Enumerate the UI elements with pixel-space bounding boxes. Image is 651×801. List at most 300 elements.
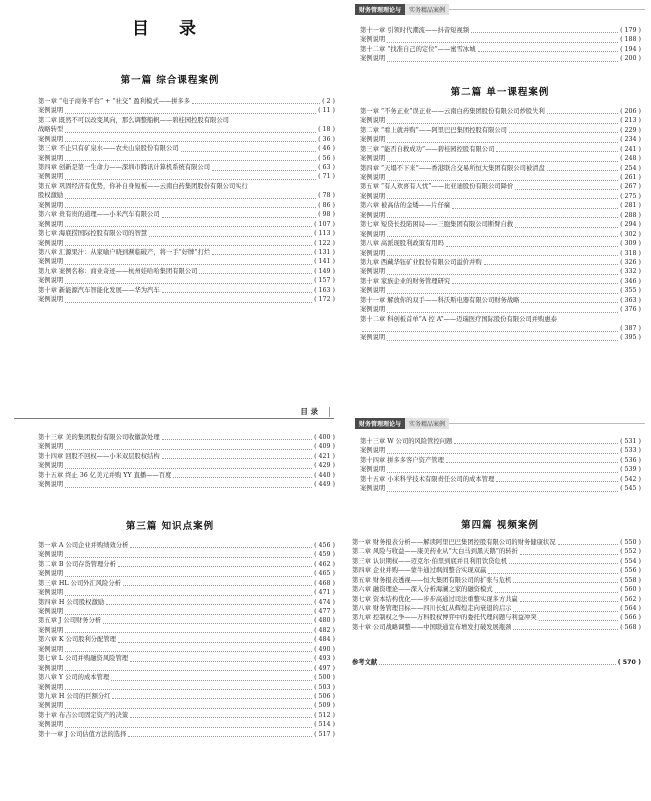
toc-entry-page: ( 471 ) bbox=[314, 589, 335, 597]
toc-entry[interactable] bbox=[360, 334, 641, 343]
toc-entry[interactable] bbox=[38, 560, 335, 569]
toc-entry-title: 案例说明 bbox=[360, 155, 386, 163]
toc-entry[interactable] bbox=[38, 201, 335, 210]
leader-dots bbox=[106, 604, 312, 605]
toc-entry-title: 第十一章 解放你的双手——科沃斯电器有限公司财务战略 bbox=[360, 296, 520, 304]
leader-dots bbox=[162, 439, 312, 440]
toc-entry-page: ( 194 ) bbox=[620, 45, 641, 53]
leader-dots bbox=[65, 207, 316, 208]
toc-entry-title: 第四章 “天塌不下来”——香港联合交易所恒大集团有限公司被清盘 bbox=[360, 164, 545, 172]
toc-entry-title: 案例说明 bbox=[360, 287, 386, 295]
part3-title: 第三篇 知识点案例 bbox=[125, 521, 215, 532]
toc-entry-page: ( 531 ) bbox=[620, 437, 641, 445]
toc-entry-page: ( 229 ) bbox=[620, 126, 641, 134]
toc-entry[interactable] bbox=[38, 692, 335, 701]
leader-dots bbox=[478, 51, 619, 52]
toc-entry-title: 第十二章 “找准自己的定位”——蜜雪冰城 bbox=[360, 45, 476, 53]
toc-entry-title: 第五章 巩固经济有优势，你补自身短板——云南白药集团股份有限公司实行 bbox=[38, 182, 248, 190]
leader-dots bbox=[181, 151, 317, 152]
toc-entry-page: ( 46 ) bbox=[318, 145, 335, 153]
toc-entry-page: ( 493 ) bbox=[314, 655, 335, 663]
toc-entry-title: 第十三章 W 公司的风险管控问题 bbox=[360, 437, 453, 445]
toc-entry[interactable] bbox=[360, 35, 641, 44]
leader-dots bbox=[130, 717, 312, 718]
toc-entry[interactable] bbox=[38, 664, 335, 673]
leader-dots bbox=[65, 670, 312, 671]
leader-dots bbox=[521, 302, 618, 303]
toc-entry[interactable] bbox=[38, 239, 335, 248]
toc-entry-page: ( 503 ) bbox=[314, 683, 335, 691]
toc-entry[interactable] bbox=[352, 576, 641, 585]
toc-entry[interactable] bbox=[352, 614, 641, 623]
leader-dots bbox=[471, 32, 618, 33]
toc-entry-title: 案例说明 bbox=[38, 239, 64, 247]
toc-entry-title: 案例说明 bbox=[38, 721, 64, 729]
toc-entry-title: 案例说明 bbox=[38, 258, 64, 266]
leader-dots bbox=[65, 689, 312, 690]
toc-entry[interactable] bbox=[360, 211, 641, 220]
toc-entry[interactable] bbox=[360, 324, 641, 333]
leader-dots bbox=[65, 708, 312, 709]
toc-entry[interactable] bbox=[38, 433, 335, 442]
toc-entry[interactable] bbox=[360, 154, 641, 163]
toc-entry[interactable] bbox=[38, 220, 335, 229]
toc-entry-page: ( 188 ) bbox=[620, 36, 641, 44]
references-row-wrap bbox=[352, 658, 641, 667]
toc-entry-title: 案例说明 bbox=[360, 174, 386, 182]
leader-dots bbox=[192, 103, 320, 104]
toc-entry-title: 案例说明 bbox=[38, 481, 64, 489]
leader-dots bbox=[495, 592, 619, 593]
toc-entry-title: 第五章 J 公司财务分析 bbox=[38, 617, 102, 625]
series-header-rule-2 bbox=[449, 423, 645, 424]
leader-dots bbox=[118, 566, 312, 567]
leader-dots bbox=[199, 273, 312, 274]
toc-entry-title: 第十五章 小米科学技术有限责任公司的成本管理 bbox=[360, 475, 495, 483]
toc-entry-title: 第九章 案例名称：商业奇迹——杭州娃哈哈集团有限公司 bbox=[38, 267, 198, 275]
leader-dots bbox=[212, 170, 316, 171]
toc-entry[interactable] bbox=[38, 550, 335, 559]
toc-entry-page: ( 363 ) bbox=[620, 296, 641, 304]
toc-entry-title: 第五章 “有人欢喜有人忧”——比亚迪股份有限公司降价 bbox=[360, 183, 514, 191]
leader-dots bbox=[387, 340, 618, 341]
toc-entry[interactable] bbox=[360, 277, 641, 286]
leader-dots bbox=[173, 477, 312, 478]
toc-entry-page: ( 122 ) bbox=[314, 239, 335, 247]
toc-entry[interactable] bbox=[352, 547, 641, 556]
series-header-light-label-2: 实务精品案例 bbox=[405, 418, 449, 429]
toc-entry-title: 第七章 短贷长投陷困局——三胞集团有限公司断臂自救 bbox=[360, 221, 514, 229]
toc-entry-title: 第八章 财务管理目标——四川长虹从辉煌走向衰退的启示 bbox=[352, 605, 512, 613]
toc-entry-page: ( 355 ) bbox=[620, 287, 641, 295]
toc-entry-page: ( 500 ) bbox=[314, 674, 335, 682]
toc-entry[interactable] bbox=[38, 163, 335, 172]
toc-entry-page: ( 241 ) bbox=[620, 145, 641, 153]
toc-entry-title: 第四章 创新是第一生命力——深圳市腾讯计算机系统有限公司 bbox=[38, 164, 211, 172]
toc-entry-title: 案例说明 bbox=[38, 683, 64, 691]
leader-dots bbox=[65, 487, 312, 488]
leader-dots bbox=[454, 443, 618, 444]
running-head-divider bbox=[329, 407, 330, 417]
toc-entry-title: 第十章 布吉公司固定资产的决策 bbox=[38, 711, 129, 719]
toc-entry[interactable] bbox=[38, 541, 335, 550]
toc-entry-page: ( 36 ) bbox=[318, 135, 335, 143]
toc-entry[interactable] bbox=[352, 595, 641, 604]
toc-entry[interactable] bbox=[360, 296, 641, 305]
leader-dots bbox=[123, 585, 312, 586]
toc-entry-page: ( 465 ) bbox=[314, 570, 335, 578]
leader-dots bbox=[65, 595, 312, 596]
toc-entry[interactable] bbox=[38, 97, 335, 106]
toc-entry-title: 案例说明 bbox=[38, 626, 64, 634]
toc-entry[interactable] bbox=[38, 286, 335, 295]
toc-entry-page: ( 113 ) bbox=[314, 230, 335, 238]
toc-entry[interactable] bbox=[360, 475, 641, 484]
leader-dots bbox=[488, 573, 618, 574]
toc-entry-title: 第七章 L 公司并购融资风险管理 bbox=[38, 655, 129, 663]
toc-entry-title: 第十四章 拼多多客户资产管理 bbox=[360, 456, 444, 464]
toc-entry[interactable] bbox=[360, 230, 641, 239]
toc-entry-page: ( 456 ) bbox=[314, 541, 335, 549]
leader-dots bbox=[484, 264, 618, 265]
toc-entry-title: 案例说明 bbox=[38, 589, 64, 597]
toc-entry[interactable] bbox=[360, 45, 641, 54]
toc-entry[interactable] bbox=[38, 257, 335, 266]
leader-dots bbox=[162, 292, 312, 293]
leader-dots bbox=[65, 245, 312, 246]
toc-entry[interactable] bbox=[360, 135, 641, 144]
toc-entry[interactable] bbox=[38, 635, 335, 644]
toc-entry-title: 案例说明 bbox=[360, 117, 386, 125]
toc-entry[interactable] bbox=[38, 579, 335, 588]
toc-entry[interactable] bbox=[38, 711, 335, 720]
toc-entry-title: 案例说明 bbox=[360, 192, 386, 200]
references-label: 参考文献 bbox=[352, 658, 378, 666]
toc-entry[interactable] bbox=[352, 585, 641, 594]
toc-entry[interactable] bbox=[38, 607, 335, 616]
toc-entry[interactable] bbox=[38, 598, 335, 607]
leader-dots bbox=[520, 601, 618, 602]
toc-entry-page: ( 474 ) bbox=[314, 598, 335, 606]
toc-entry[interactable] bbox=[352, 557, 641, 566]
leader-dots bbox=[112, 698, 312, 699]
leader-dots bbox=[130, 547, 312, 548]
toc-entry-page: ( 294 ) bbox=[620, 221, 641, 229]
toc-entry[interactable] bbox=[360, 116, 641, 125]
toc-entry-page: ( 141 ) bbox=[314, 258, 335, 266]
toc-entry-page: ( 213 ) bbox=[620, 117, 641, 125]
toc-entry-page: ( 18 ) bbox=[318, 126, 335, 134]
toc-entry[interactable] bbox=[352, 538, 641, 547]
toc-entry[interactable] bbox=[38, 701, 335, 710]
toc-entry-title: 第二章 “看上就并购”——阿里巴巴集团控股有限公司 bbox=[360, 126, 507, 134]
toc-entry[interactable] bbox=[38, 569, 335, 578]
toc-entry-title: 第一章 A 公司企业并购绩效分析 bbox=[38, 541, 129, 549]
leader-dots bbox=[520, 554, 618, 555]
leader-dots bbox=[387, 491, 618, 492]
references-row[interactable] bbox=[352, 658, 641, 667]
toc-entry-page: ( 149 ) bbox=[314, 267, 335, 275]
toc-entry-page: ( 400 ) bbox=[314, 433, 335, 441]
toc-entry[interactable] bbox=[352, 623, 641, 632]
toc-entry-title: 第十章 家族企业的财务管理研究 bbox=[360, 277, 451, 285]
page-title: 目 录 bbox=[132, 19, 208, 39]
toc-entry[interactable] bbox=[38, 452, 335, 461]
right-top-list bbox=[360, 26, 641, 64]
toc-entry[interactable] bbox=[360, 315, 641, 324]
toc-entry[interactable] bbox=[38, 588, 335, 597]
toc-entry[interactable] bbox=[38, 471, 335, 480]
toc-entry-title: 第三章 不止只有矿泉水——农夫山泉股份有限公司 bbox=[38, 145, 179, 153]
leader-dots bbox=[65, 198, 316, 199]
toc-entry-page: ( 172 ) bbox=[314, 296, 335, 304]
leader-dots bbox=[65, 651, 312, 652]
leader-dots bbox=[387, 61, 618, 62]
leader-dots bbox=[111, 680, 312, 681]
toc-entry-title: 案例说明 bbox=[38, 645, 64, 653]
toc-entry[interactable] bbox=[38, 182, 335, 191]
toc-entry-title: 第十章 新能源汽车智能化发展——华为汽车 bbox=[38, 286, 160, 294]
toc-entry-page: ( 552 ) bbox=[620, 548, 641, 556]
toc-entry-title: 案例说明 bbox=[360, 211, 386, 219]
toc-entry[interactable] bbox=[360, 145, 641, 154]
toc-entry-page: ( 429 ) bbox=[314, 462, 335, 470]
toc-entry-page: ( 71 ) bbox=[318, 173, 335, 181]
toc-entry-title: 第十二章 科创板首单“A 控 A”——迈瑞医疗国际股份有限公司并购惠泰 bbox=[360, 315, 557, 323]
toc-entry-page: ( 254 ) bbox=[620, 164, 641, 172]
toc-entry-title: 案例说明 bbox=[38, 201, 64, 209]
toc-entry-page: ( 98 ) bbox=[318, 211, 335, 219]
toc-entry-page: ( 206 ) bbox=[620, 107, 641, 115]
toc-entry[interactable] bbox=[38, 106, 335, 115]
toc-entry-title: 案例说明 bbox=[38, 296, 64, 304]
toc-entry[interactable] bbox=[38, 276, 335, 285]
toc-entry-title: 案例说明 bbox=[38, 277, 64, 285]
toc-entry[interactable] bbox=[38, 730, 335, 739]
toc-entry[interactable] bbox=[352, 604, 641, 613]
toc-entry[interactable] bbox=[38, 173, 335, 182]
toc-entry-page: ( 477 ) bbox=[314, 608, 335, 616]
leader-dots bbox=[149, 236, 312, 237]
leader-dots bbox=[387, 274, 618, 275]
toc-entry[interactable] bbox=[360, 183, 641, 192]
series-header-dark-label: 财务管理理论与 bbox=[355, 4, 405, 15]
toc-entry[interactable] bbox=[38, 248, 335, 257]
toc-entry[interactable] bbox=[38, 617, 335, 626]
toc-entry[interactable] bbox=[360, 107, 641, 116]
leader-dots bbox=[515, 189, 618, 190]
toc-entry-title: 第三章 HL 公司外汇风险分析 bbox=[38, 579, 121, 587]
leader-dots bbox=[162, 458, 312, 459]
toc-entry-title: 第十三章 美的集团股份有限公司收徽款处理 bbox=[38, 433, 160, 441]
toc-entry-page: ( 395 ) bbox=[620, 334, 641, 342]
leader-dots bbox=[558, 544, 619, 545]
toc-entry-page: ( 449 ) bbox=[314, 481, 335, 489]
leader-dots bbox=[509, 563, 618, 564]
toc-entry[interactable] bbox=[38, 442, 335, 451]
toc-entry[interactable] bbox=[38, 626, 335, 635]
toc-entry[interactable] bbox=[38, 191, 335, 200]
leader-dots bbox=[387, 453, 618, 454]
toc-entry-title: 案例说明 bbox=[360, 136, 386, 144]
toc-entry[interactable] bbox=[38, 461, 335, 470]
toc-entry[interactable] bbox=[38, 295, 335, 304]
toc-entry[interactable] bbox=[360, 456, 641, 465]
toc-entry-title: 案例说明 bbox=[360, 36, 386, 44]
toc-entry-page: ( 248 ) bbox=[620, 155, 641, 163]
toc-entry-page: ( 440 ) bbox=[314, 471, 335, 479]
toc-entry-page: ( 550 ) bbox=[620, 538, 641, 546]
toc-entry-title: 第二章 风险与收益——康美药业从“大白马到黑天鹅”的转折 bbox=[352, 548, 518, 556]
toc-entry[interactable] bbox=[38, 673, 335, 682]
toc-entry[interactable] bbox=[38, 135, 335, 144]
toc-entry-title: 第三章 “能否自救成功”——碧桂园控股有限公司 bbox=[360, 145, 495, 153]
toc-entry[interactable] bbox=[38, 144, 335, 153]
toc-entry[interactable] bbox=[360, 437, 641, 446]
leader-dots bbox=[387, 180, 618, 181]
running-head bbox=[14, 407, 334, 419]
toc-entry-page: ( 288 ) bbox=[620, 211, 641, 219]
toc-entry-page: ( 318 ) bbox=[620, 249, 641, 257]
toc-entry-page: ( 376 ) bbox=[620, 306, 641, 314]
toc-entry-title: 案例说明 bbox=[360, 230, 386, 238]
toc-entry-page: ( 560 ) bbox=[620, 586, 641, 594]
toc-entry-title: 第二章 B 公司存货管理分析 bbox=[38, 560, 116, 568]
leader-dots bbox=[65, 160, 316, 161]
toc-entry-page: ( 562 ) bbox=[620, 595, 641, 603]
toc-entry[interactable] bbox=[38, 116, 335, 125]
toc-entry[interactable] bbox=[360, 126, 641, 135]
toc-entry-page: ( 86 ) bbox=[318, 201, 335, 209]
toc-entry-page: ( 468 ) bbox=[314, 579, 335, 587]
leader-dots bbox=[387, 198, 618, 199]
series-header-light-label: 实务精品案例 bbox=[405, 4, 449, 15]
toc-entry[interactable] bbox=[360, 26, 641, 35]
toc-entry[interactable] bbox=[360, 239, 641, 248]
toc-entry-page: ( 11 ) bbox=[318, 107, 335, 115]
toc-entry-page: ( 275 ) bbox=[620, 192, 641, 200]
toc-entry[interactable] bbox=[38, 645, 335, 654]
toc-entry-title: 第九章 控制权之争——万科股权博弈中的委托代理问题与利益冲突 bbox=[352, 614, 537, 622]
toc-entry[interactable] bbox=[360, 446, 641, 455]
toc-entry[interactable] bbox=[360, 173, 641, 182]
toc-entry-title: 第一章 财务报表分析——解读阿里巴巴集团控股有限公司的财务健康状况 bbox=[352, 538, 556, 546]
leader-dots bbox=[547, 170, 618, 171]
toc-entry-title: 第四章 H 公司股权激励 bbox=[38, 598, 105, 606]
toc-entry-page: ( 497 ) bbox=[314, 664, 335, 672]
toc-entry-title: 案例说明 bbox=[38, 135, 64, 143]
toc-entry[interactable] bbox=[360, 305, 641, 314]
toc-entry-page: ( 459 ) bbox=[314, 551, 335, 559]
toc-entry-title: 第四章 企业并购——蒙牛通过飒间整合实现双赢 bbox=[352, 567, 487, 575]
leader-dots bbox=[387, 293, 618, 294]
toc-entry[interactable] bbox=[38, 683, 335, 692]
toc-entry-title: 第九章 H 公司的巨额分红 bbox=[38, 692, 111, 700]
toc-entry[interactable] bbox=[360, 465, 641, 474]
toc-entry[interactable] bbox=[38, 654, 335, 663]
part3-list bbox=[38, 541, 335, 739]
toc-entry-title: 案例说明 bbox=[360, 466, 386, 474]
toc-entry-page: ( 482 ) bbox=[314, 626, 335, 634]
toc-entry[interactable] bbox=[360, 192, 641, 201]
toc-entry[interactable] bbox=[38, 267, 335, 276]
toc-entry-page: ( 558 ) bbox=[620, 576, 641, 584]
toc-entry-title: 案例说明 bbox=[360, 485, 386, 493]
toc-entry-title: 案例说明 bbox=[360, 447, 386, 455]
toc-entry-page: ( 484 ) bbox=[314, 636, 335, 644]
leader-dots bbox=[128, 736, 312, 737]
leader-dots bbox=[513, 611, 618, 612]
toc-entry[interactable] bbox=[360, 201, 641, 210]
toc-entry-page: ( 78 ) bbox=[318, 192, 335, 200]
toc-entry[interactable] bbox=[38, 125, 335, 134]
part1-continued-list bbox=[38, 433, 335, 490]
toc-entry[interactable] bbox=[360, 484, 641, 493]
toc-entry[interactable] bbox=[360, 286, 641, 295]
leader-dots bbox=[513, 582, 618, 583]
toc-entry-title: 第六章 被高估的金矮——片仔癀 bbox=[360, 202, 451, 210]
series-header-mid bbox=[355, 418, 645, 429]
toc-entry[interactable] bbox=[38, 480, 335, 489]
toc-entry-title: 案例说明 bbox=[38, 443, 64, 451]
toc-entry[interactable] bbox=[38, 229, 335, 238]
leader-dots bbox=[65, 557, 312, 558]
leader-dots bbox=[387, 217, 618, 218]
toc-entry[interactable] bbox=[38, 154, 335, 163]
toc-entry[interactable] bbox=[352, 566, 641, 575]
toc-entry-page: ( 157 ) bbox=[314, 277, 335, 285]
toc-entry[interactable] bbox=[360, 267, 641, 276]
toc-entry[interactable] bbox=[38, 210, 335, 219]
toc-entry-page: ( 200 ) bbox=[620, 55, 641, 63]
toc-entry-title: 第十一章 引领时代潮流——抖音短视频 bbox=[360, 26, 470, 34]
leader-dots bbox=[379, 664, 616, 665]
toc-entry-page: ( 2 ) bbox=[322, 97, 335, 105]
toc-entry-page: ( 506 ) bbox=[314, 692, 335, 700]
toc-entry[interactable] bbox=[360, 258, 641, 267]
toc-entry-title: 第八章 Y 公司的成本管理 bbox=[38, 674, 110, 682]
toc-entry-page: ( 281 ) bbox=[620, 202, 641, 210]
toc-entry[interactable] bbox=[360, 54, 641, 63]
toc-entry-page: ( 302 ) bbox=[620, 230, 641, 238]
leader-dots bbox=[65, 449, 312, 450]
toc-entry-title: 第七章 资本结构优化——步步高通过司法重整实现多方共赢 bbox=[352, 595, 518, 603]
toc-entry-page: ( 234 ) bbox=[620, 136, 641, 144]
toc-entry-page: ( 545 ) bbox=[620, 485, 641, 493]
leader-dots bbox=[130, 661, 312, 662]
leader-dots bbox=[118, 642, 312, 643]
toc-entry[interactable] bbox=[360, 249, 641, 258]
toc-entry-page: ( 179 ) bbox=[620, 26, 641, 34]
toc-entry-title: 第六章 K 公司股利分配管理 bbox=[38, 636, 116, 644]
leader-dots bbox=[65, 302, 312, 303]
leader-dots bbox=[452, 208, 618, 209]
toc-entry[interactable] bbox=[360, 164, 641, 173]
leader-dots bbox=[65, 468, 312, 469]
toc-entry-title: 第七章 海底捞国际控股有限公司的智慧 bbox=[38, 230, 148, 238]
leader-dots bbox=[65, 141, 316, 142]
leader-dots bbox=[387, 42, 618, 43]
toc-entry-page: ( 554 ) bbox=[620, 557, 641, 565]
leader-dots bbox=[387, 161, 618, 162]
toc-entry[interactable] bbox=[38, 720, 335, 729]
toc-entry[interactable] bbox=[360, 220, 641, 229]
toc-entry-title: 案例说明 bbox=[360, 268, 386, 276]
toc-entry-page: ( 462 ) bbox=[314, 560, 335, 568]
toc-entry-page: ( 267 ) bbox=[620, 183, 641, 191]
leader-dots bbox=[387, 236, 618, 237]
toc-entry-page: ( 56 ) bbox=[318, 154, 335, 162]
